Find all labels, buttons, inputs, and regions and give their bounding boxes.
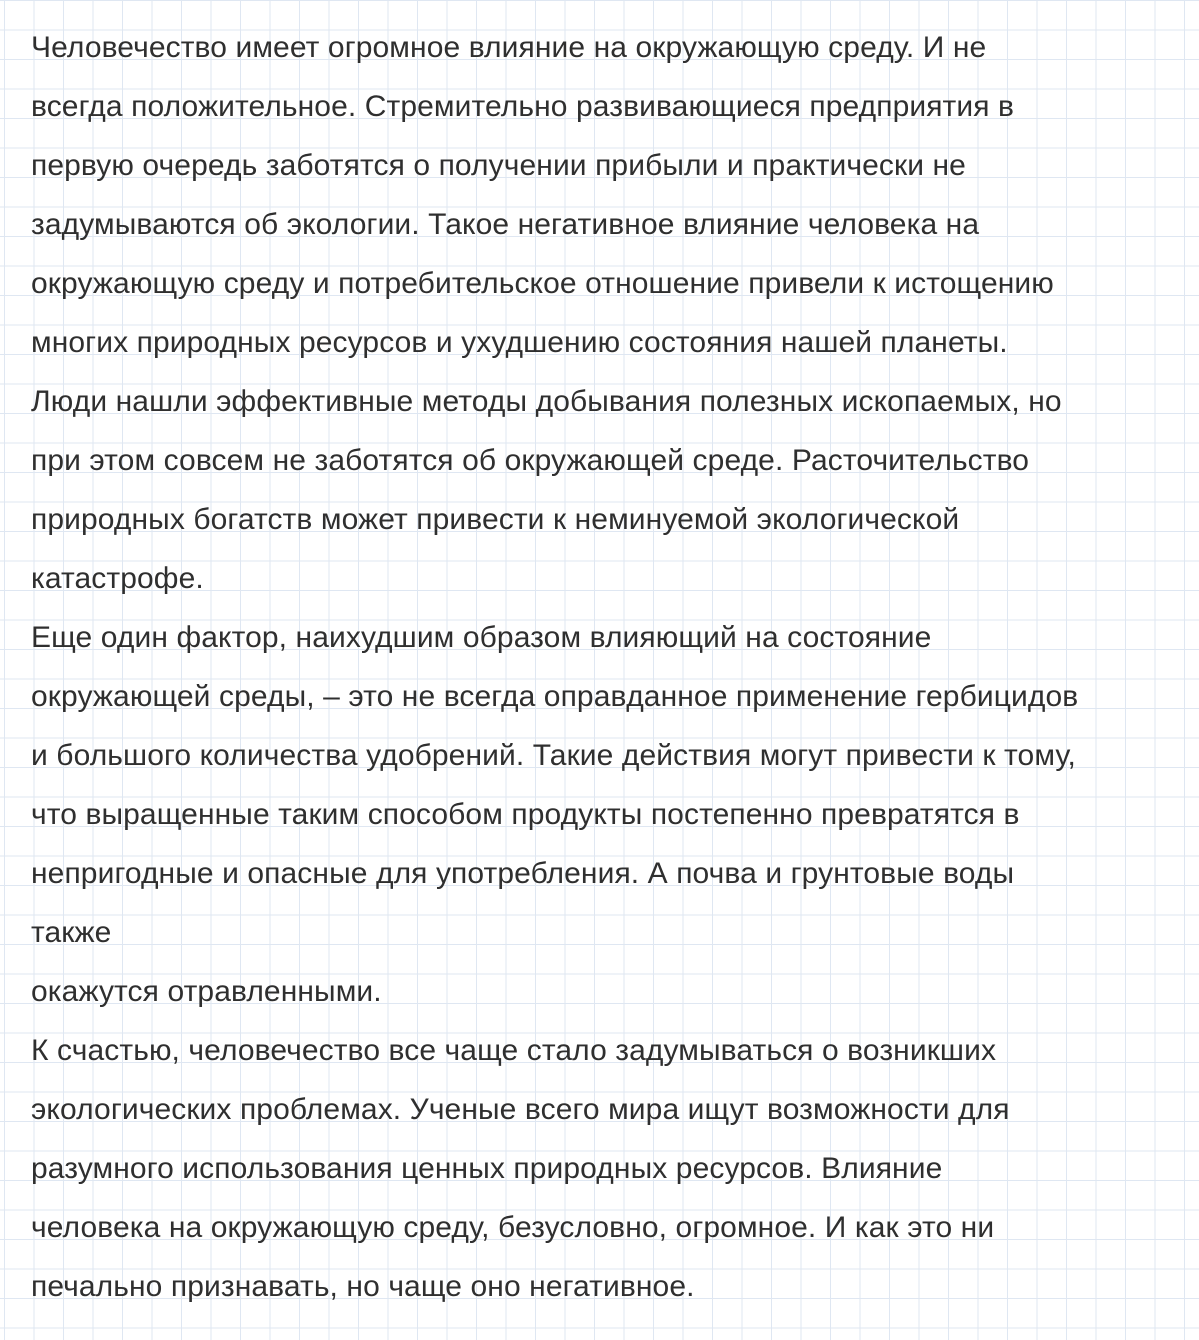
text-line: и большого количества удобрений. Такие действия могут привести к тому, <box>31 739 1076 772</box>
text-line: непригодные и опасные для употребления. А почва и грунтовые воды <box>31 857 1015 890</box>
text-line: катастрофе. <box>31 562 204 595</box>
text-line: Еще один фактор, наихудшим образом влияющий на состояние <box>31 621 932 654</box>
text-line: что выращенные таким способом продукты постепенно превратятся в <box>31 798 1020 831</box>
text-line: печально признавать, но чаще оно негативное. <box>31 1270 695 1303</box>
text-line: также <box>31 916 112 949</box>
text-line: человека на окружающую среду, безусловно, огромное. И как это ни <box>31 1211 995 1244</box>
text-line: многих природных ресурсов и ухудшению состояния нашей планеты. <box>31 326 1008 359</box>
text-line: К счастью, человечество все чаще стало задумываться о возникших <box>31 1034 997 1067</box>
text-line: задумываются об экологии. Такое негативное влияние человека на <box>31 208 980 241</box>
text-line: окружающей среды, – это не всегда оправданное применение гербицидов <box>31 680 1079 713</box>
text-line: при этом совсем не заботятся об окружающей среде. Расточительство <box>31 444 1030 477</box>
text-line: Люди нашли эффективные методы добывания полезных ископаемых, но <box>31 385 1062 418</box>
text-line: природных богатств может привести к неминуемой экологической <box>31 503 960 536</box>
text-line: всегда положительное. Стремительно развивающиеся предприятия в <box>31 90 1015 123</box>
text-line: окажутся отравленными. <box>31 975 382 1008</box>
text-line: разумного использования ценных природных ресурсов. Влияние <box>31 1152 943 1185</box>
text-line: первую очередь заботятся о получении прибыли и практически не <box>31 149 966 182</box>
text-line: Человечество имеет огромное влияние на окружающую среду. И не <box>31 31 987 64</box>
text-line: окружающую среду и потребительское отношение привели к истощению <box>31 267 1054 300</box>
text-line: экологических проблемах. Ученые всего мира ищут возможности для <box>31 1093 1010 1126</box>
